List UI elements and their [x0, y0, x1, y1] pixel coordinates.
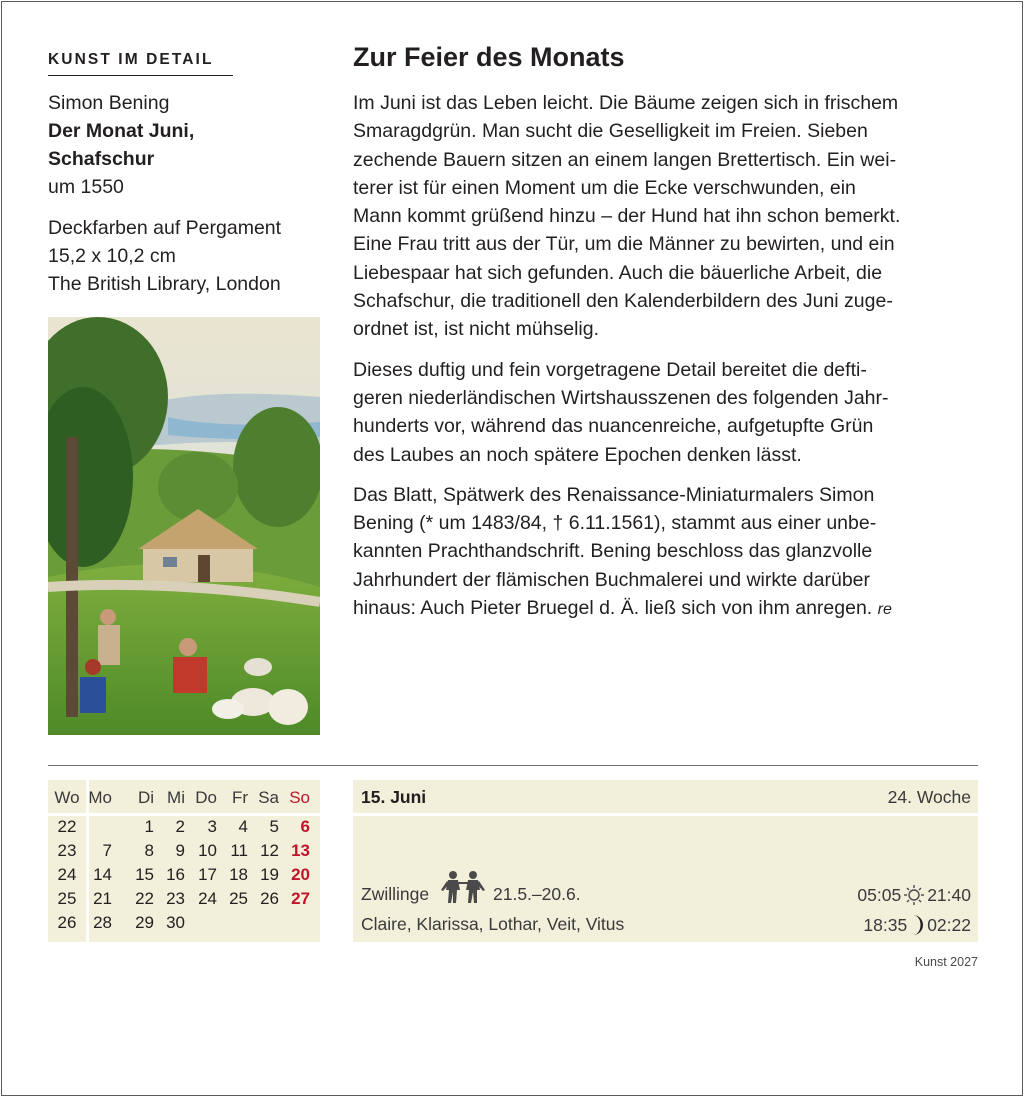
text-line: hinaus: Auch Pieter Bruegel d. Ä. ließ sich von ihm anregen.	[353, 597, 873, 620]
calendar-day-cell: 18	[229, 865, 248, 884]
calendar-day-cell: 25	[229, 889, 248, 908]
calendar-day-cell: 23	[166, 889, 185, 908]
calendar-day-cell: 21	[93, 889, 112, 908]
section-label: KUNST IM DETAIL	[48, 51, 233, 76]
article-body	[353, 89, 983, 636]
text-line: Eine Frau tritt aus der Tür, um die Männer zu bewirten, und ein	[353, 233, 895, 256]
calendar-day-cell: 1	[144, 817, 154, 836]
text-line: Das Blatt, Spätwerk des Renaissance-Miniaturmalers Simon	[353, 483, 875, 506]
calendar-week-number: 24	[57, 865, 77, 884]
artwork-meta	[48, 89, 328, 298]
calendar-sunday-cell: 6	[300, 817, 310, 836]
calendar-week-number: 25	[57, 889, 77, 908]
calendar-header-cell: Wo	[54, 788, 80, 807]
day-date: 15. Juni	[361, 787, 427, 807]
calendar-header-cell: Mo	[88, 788, 112, 807]
calendar-day-cell: 15	[135, 865, 154, 884]
calendar-day-cell: 9	[175, 841, 185, 860]
calendar-day-cell: 22	[135, 889, 154, 908]
calendar-week-number: 26	[57, 913, 77, 932]
zodiac-name: Zwillinge	[361, 884, 430, 904]
artwork-dimensions: 15,2 x 10,2 cm	[48, 245, 176, 267]
calendar-header-cell: So	[289, 788, 310, 807]
sun-times	[857, 884, 971, 906]
artwork-title-line1: Der Monat Juni,	[48, 120, 195, 142]
calendar-header-cell: Mi	[167, 788, 185, 807]
article-paragraph	[353, 356, 983, 469]
week-number: 24. Woche	[887, 787, 971, 807]
text-line: hunderts vor, während das nuancenreiche, aufgetupfte Grün	[353, 415, 874, 438]
artist-name: Simon Bening	[48, 92, 170, 114]
calendar-header-cell: Di	[137, 788, 154, 807]
calendar-day-cell: 24	[198, 889, 217, 908]
text-line: Mann kommt grüßend hinzu – der Hund hat ihn schon bemerkt.	[353, 205, 901, 228]
text-line: Liebespaar hat sich gefunden. Auch die bäuerliche Arbeit, die	[353, 261, 883, 284]
calendar-day-cell: 3	[207, 817, 217, 836]
calendar-day-cell: 5	[269, 817, 279, 836]
calendar-day-cell: 16	[166, 865, 185, 884]
sunrise-time: 05:05	[857, 884, 902, 905]
sunset-time: 21:40	[927, 884, 971, 905]
calendar-week-number: 23	[57, 841, 77, 860]
calendar-header-cell: Sa	[258, 788, 279, 807]
text-line: des Laubes an noch spätere Epochen denken lässt.	[353, 443, 802, 466]
calendar-day-cell: 11	[230, 841, 248, 860]
calendar-sunday-cell: 20	[291, 865, 310, 884]
artwork-collection: The British Library, London	[48, 273, 281, 295]
text-line: kannten Prachthandschrift. Bening beschloss das glanzvolle	[353, 540, 873, 563]
text-line: Im Juni ist das Leben leicht. Die Bäume zeigen sich in frischem	[353, 92, 899, 114]
calendar-day-cell: 12	[260, 841, 279, 860]
author-signature: re	[877, 601, 892, 619]
calendar-day-cell: 26	[260, 889, 279, 908]
calendar-day-cell: 8	[144, 841, 154, 860]
article-paragraph	[353, 481, 983, 624]
calendar-sunday-cell: 13	[291, 841, 310, 860]
text-line: geren niederländischen Wirtshausszenen des folgenden Jahr-	[353, 386, 889, 409]
text-line-last	[353, 594, 983, 624]
artwork-medium: Deckfarben auf Pergament	[48, 217, 282, 239]
name-days: Claire, Klarissa, Lothar, Veit, Vitus	[361, 914, 625, 934]
text-line: Jahrhundert der flämischen Buchmalerei und wirkte darüber	[353, 568, 871, 591]
calendar-day-cell: 10	[198, 841, 217, 860]
article-heading: Zur Feier des Monats	[353, 42, 625, 72]
calendar-day-cell: 29	[135, 913, 154, 932]
painting-illustration	[48, 317, 320, 735]
calendar-day-cell: 28	[93, 913, 112, 932]
calendar-day-cell: 7	[102, 841, 112, 860]
section-divider	[48, 765, 978, 766]
artwork-title-line2: Schafschur	[48, 148, 155, 170]
calendar-day-cell: 17	[198, 865, 217, 884]
artwork-date: um 1550	[48, 176, 124, 198]
text-line: Schafschur, die traditionell den Kalenderbildern des Juni zuge-	[353, 290, 893, 313]
calendar-week-number: 22	[57, 817, 77, 836]
text-line: Bening (* um 1483/84, † 6.11.1561), stammt aus einer unbe-	[353, 512, 877, 535]
calendar-header-cell: Fr	[231, 788, 248, 807]
calendar-day-cell: 19	[260, 865, 279, 884]
sun-icon	[903, 884, 925, 906]
calendar-sunday-cell: 27	[291, 889, 310, 908]
moonrise-time: 18:35	[863, 914, 908, 935]
crescent-moon-icon	[909, 914, 925, 936]
text-line: Dieses duftig und fein vorgetragene Detail bereitet die defti-	[353, 358, 867, 381]
day-info-box	[353, 780, 978, 942]
text-line: ordnet ist, ist nicht mühselig.	[353, 318, 600, 341]
zodiac-range: 21.5.–20.6.	[493, 884, 581, 904]
text-line: Smaragdgrün. Man sucht die Geselligkeit im Freien. Sieben	[353, 120, 868, 143]
month-calendar	[48, 780, 320, 942]
moon-times	[863, 914, 971, 936]
footer-label: Kunst 2027	[914, 955, 978, 969]
calendar-day-cell: 30	[166, 913, 185, 932]
moonset-time: 02:22	[927, 914, 971, 935]
text-line: terer ist für einen Moment um die Ecke verschwunden, ein	[353, 176, 856, 199]
calendar-day-cell: 4	[238, 817, 248, 836]
text-line: zechende Bauern sitzen an einem langen Brettertisch. Ein wei-	[353, 148, 897, 171]
calendar-day-cell: 14	[93, 865, 112, 884]
calendar-day-cell: 2	[175, 817, 185, 836]
gemini-twins-icon	[439, 870, 487, 904]
article-paragraph	[353, 89, 983, 344]
calendar-header-cell: Do	[195, 788, 217, 807]
